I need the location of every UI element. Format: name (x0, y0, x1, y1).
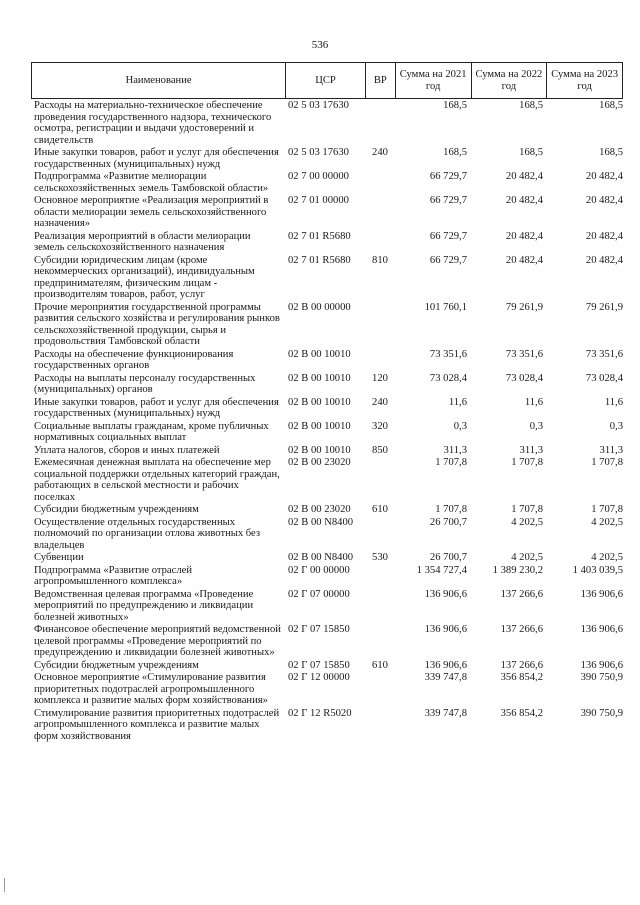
row-sum-2021: 168,5 (443, 147, 467, 158)
row-vr: 610 (372, 504, 388, 515)
row-csr: 02 В 00 10010 (288, 420, 351, 432)
row-vr (365, 517, 395, 552)
row-sum-2022: 20 482,4 (505, 195, 543, 206)
row-name: Основное мероприятие «Реализация мероприятий в области мелиорации земель сельскохозяйственного назначения» (34, 195, 269, 229)
row-sum-2022: 1 389 230,2 (492, 564, 543, 576)
row-sum-2022: 1 707,8 (511, 504, 543, 515)
row-name: Основное мероприятие «Стимулирование развития приоритетных подотраслей агропромышленного комплекса и развитие малых форм хозяйствования» (34, 672, 268, 706)
row-sum-2023: 4 202,5 (591, 516, 623, 528)
table-row (31, 504, 623, 516)
row-vr (365, 565, 395, 588)
row-sum-2022: 311,3 (519, 444, 543, 456)
row-vr (365, 302, 395, 348)
row-sum-2021: 26 700,7 (429, 552, 467, 563)
header-name: Наименование (125, 74, 192, 86)
row-sum-2022: 137 266,6 (500, 624, 543, 635)
row-sum-2023: 390 750,9 (580, 672, 623, 683)
row-vr (365, 171, 395, 194)
row-sum-2021: 339 747,8 (424, 707, 467, 719)
row-sum-2022: 4 202,5 (511, 552, 543, 563)
page-number: 536 (311, 39, 329, 51)
row-sum-2023: 73 351,6 (585, 348, 623, 360)
row-sum-2021: 101 760,1 (424, 301, 467, 313)
row-sum-2022: 0,3 (529, 420, 543, 432)
table-row (31, 457, 623, 503)
header-vr: ВР (365, 63, 395, 98)
row-sum-2021: 73 351,6 (429, 348, 467, 360)
row-vr: 320 (372, 420, 388, 432)
table-row (31, 445, 623, 457)
table-row (31, 565, 623, 588)
row-sum-2022: 73 351,6 (505, 348, 543, 360)
row-csr: 02 7 00 00000 (288, 171, 349, 182)
row-csr: 02 В 00 N8400 (288, 516, 354, 528)
row-name: Субвенции (34, 552, 84, 563)
row-name: Субсидии бюджетным учреждениям (34, 504, 199, 515)
row-sum-2023: 168,5 (599, 147, 623, 158)
row-sum-2021: 1 354 727,4 (416, 564, 467, 576)
row-csr: 02 Г 12 00000 (288, 672, 350, 683)
row-name: Расходы на материально-техническое обеспечение проведения государственного надзора, технического осмотра, регистрации и выдачи удостоверений и свидетельств (34, 100, 272, 146)
row-name: Расходы на выплаты персоналу государственных (муниципальных) органов (34, 372, 256, 395)
row-sum-2023: 79 261,9 (585, 301, 623, 313)
row-csr: 02 7 01 R5680 (288, 230, 351, 242)
row-sum-2023: 311,3 (599, 444, 623, 456)
row-sum-2022: 20 482,4 (505, 254, 543, 266)
row-sum-2021: 136 906,6 (424, 659, 467, 671)
row-sum-2023: 1 707,8 (591, 457, 623, 468)
row-sum-2023: 20 482,4 (585, 254, 623, 266)
table-row (31, 373, 623, 396)
table-row (31, 672, 623, 707)
row-vr (365, 624, 395, 659)
row-sum-2022: 168,5 (519, 100, 543, 111)
row-sum-2021: 136 906,6 (424, 588, 467, 600)
row-sum-2022: 1 707,8 (511, 457, 543, 468)
row-vr: 810 (372, 254, 388, 266)
row-csr: 02 Г 07 15850 (288, 659, 350, 671)
row-csr: 02 Г 12 R5020 (288, 707, 352, 719)
row-csr: 02 В 00 10010 (288, 444, 351, 456)
row-sum-2021: 1 707,8 (435, 457, 467, 468)
row-csr: 02 7 01 R5680 (288, 254, 351, 266)
row-sum-2021: 1 707,8 (435, 504, 467, 515)
table-header (31, 62, 623, 99)
row-name: Иные закупки товаров, работ и услуг для обеспечения государственных (муниципальных) нужд (34, 147, 279, 170)
row-sum-2023: 11,6 (604, 396, 623, 408)
header-csr: ЦСР (285, 63, 365, 98)
row-name: Финансовое обеспечение мероприятий ведомственной целевой программы «Проведение мероприятий по предупреждению и ликвидации болезней животных» (34, 624, 281, 658)
row-sum-2022: 73 028,4 (505, 372, 543, 384)
row-sum-2021: 66 729,7 (429, 230, 467, 242)
row-csr: 02 В 00 23020 (288, 457, 351, 468)
row-csr: 02 В 00 10010 (288, 396, 351, 408)
row-name: Социальные выплаты гражданам, кроме публичных нормативных социальных выплат (34, 420, 269, 443)
row-name: Ведомственная целевая программа «Проведение мероприятий по предупреждению и ликвидации болезней животных» (34, 588, 254, 623)
row-csr: 02 Г 07 00000 (288, 588, 350, 600)
row-sum-2023: 136 906,6 (580, 588, 623, 600)
row-vr (365, 708, 395, 743)
row-sum-2021: 26 700,7 (429, 516, 467, 528)
row-sum-2023: 168,5 (599, 100, 623, 111)
header-sum-2023: Сумма на 2023 год (546, 63, 622, 98)
row-name: Уплата налогов, сборов и иных платежей (34, 444, 220, 456)
table-row (31, 349, 623, 372)
row-name: Субсидии бюджетным учреждениям (34, 659, 199, 671)
row-name: Иные закупки товаров, работ и услуг для обеспечения государственных (муниципальных) нужд (34, 396, 279, 419)
row-sum-2023: 4 202,5 (591, 552, 623, 563)
row-sum-2023: 390 750,9 (580, 707, 623, 719)
row-sum-2021: 66 729,7 (429, 171, 467, 182)
row-sum-2023: 1 403 039,5 (572, 564, 623, 576)
row-sum-2022: 137 266,6 (500, 588, 543, 600)
row-sum-2022: 11,6 (524, 396, 543, 408)
row-csr: 02 7 01 00000 (288, 195, 349, 206)
row-csr: 02 В 00 10010 (288, 372, 351, 384)
row-csr: 02 5 03 17630 (288, 100, 349, 111)
row-sum-2022: 20 482,4 (505, 230, 543, 242)
table-row (31, 100, 623, 146)
row-csr: 02 Г 07 15850 (288, 624, 350, 635)
row-vr: 530 (372, 552, 388, 563)
row-vr: 120 (372, 372, 388, 384)
table-row (31, 421, 623, 444)
row-vr (365, 457, 395, 503)
table-row (31, 171, 623, 194)
row-csr: 02 5 03 17630 (288, 147, 349, 158)
row-sum-2021: 136 906,6 (424, 624, 467, 635)
row-sum-2021: 0,3 (453, 420, 467, 432)
row-vr: 240 (372, 396, 388, 408)
row-vr (365, 349, 395, 372)
row-sum-2021: 73 028,4 (429, 372, 467, 384)
row-sum-2022: 168,5 (519, 147, 543, 158)
row-vr: 610 (372, 659, 388, 671)
row-sum-2021: 311,3 (443, 444, 467, 456)
row-vr (365, 100, 395, 146)
row-vr: 850 (372, 444, 388, 456)
row-sum-2022: 79 261,9 (505, 301, 543, 313)
row-name: Прочие мероприятия государственной программы развития сельского хозяйства и регулирования рынков сельскохозяйственной продукции, сырья и продовольствия Тамбовской области (34, 301, 280, 347)
row-name: Стимулирование развития приоритетных подотраслей агропромышленного комплекса и развитие малых форм хозяйствования (34, 707, 280, 742)
row-csr: 02 В 00 00000 (288, 301, 351, 313)
table-row (31, 231, 623, 254)
row-vr: 240 (372, 147, 388, 158)
table-row (31, 708, 623, 743)
header-sum-2022: Сумма на 2022 год (471, 63, 547, 98)
table-row (31, 147, 623, 170)
table-row (31, 660, 623, 672)
row-name: Расходы на обеспечение функционирования государственных органов (34, 348, 234, 371)
table-body (31, 100, 623, 742)
row-sum-2023: 136 906,6 (580, 659, 623, 671)
row-vr (365, 589, 395, 624)
row-sum-2023: 73 028,4 (585, 372, 623, 384)
row-vr (365, 672, 395, 707)
table-row (31, 302, 623, 348)
row-sum-2022: 356 854,2 (500, 672, 543, 683)
row-sum-2021: 66 729,7 (429, 195, 467, 206)
row-name: Субсидии юридическим лицам (кроме некоммерческих организаций), индивидуальным предпринимателям, физическим лицам - производителям товаров, работ, услуг (34, 254, 255, 300)
row-sum-2021: 168,5 (443, 100, 467, 111)
table-row (31, 397, 623, 420)
row-sum-2021: 66 729,7 (429, 254, 467, 266)
row-name: Осуществление отдельных государственных полномочий по организации отлова животных без владельцев (34, 516, 261, 551)
row-vr (365, 231, 395, 254)
row-csr: 02 В 00 10010 (288, 348, 351, 360)
row-sum-2021: 11,6 (448, 396, 467, 408)
row-name: Ежемесячная денежная выплата на обеспечение мер социальной поддержки отдельных категорий граждан, работающих в сельской местности и рабочих поселках (34, 457, 280, 503)
row-sum-2023: 136 906,6 (580, 624, 623, 635)
row-sum-2022: 20 482,4 (505, 171, 543, 182)
row-sum-2023: 1 707,8 (591, 504, 623, 515)
table-row (31, 589, 623, 624)
row-sum-2023: 20 482,4 (585, 230, 623, 242)
table-row (31, 517, 623, 552)
header-sum-2021: Сумма на 2021 год (395, 63, 471, 98)
row-name: Реализация мероприятий в области мелиорации земель сельскохозяйственного назначения (34, 230, 251, 253)
row-sum-2023: 0,3 (609, 420, 623, 432)
row-sum-2021: 339 747,8 (424, 672, 467, 683)
row-sum-2022: 4 202,5 (511, 516, 543, 528)
scan-edge-mark (4, 878, 5, 892)
row-csr: 02 В 00 N8400 (288, 552, 354, 563)
table-row (31, 624, 623, 659)
table-row (31, 255, 623, 301)
table-row (31, 195, 623, 230)
budget-table (31, 62, 623, 743)
row-sum-2023: 20 482,4 (585, 195, 623, 206)
table-row (31, 552, 623, 564)
row-sum-2022: 356 854,2 (500, 707, 543, 719)
row-csr: 02 В 00 23020 (288, 504, 351, 515)
row-vr (365, 195, 395, 230)
row-name: Подпрограмма «Развитие мелиорации сельскохозяйственных земель Тамбовской области» (34, 171, 269, 194)
row-name: Подпрограмма «Развитие отраслей агропромышленного комплекса» (34, 564, 192, 587)
row-csr: 02 Г 00 00000 (288, 564, 350, 576)
row-sum-2023: 20 482,4 (585, 171, 623, 182)
row-sum-2022: 137 266,6 (500, 659, 543, 671)
